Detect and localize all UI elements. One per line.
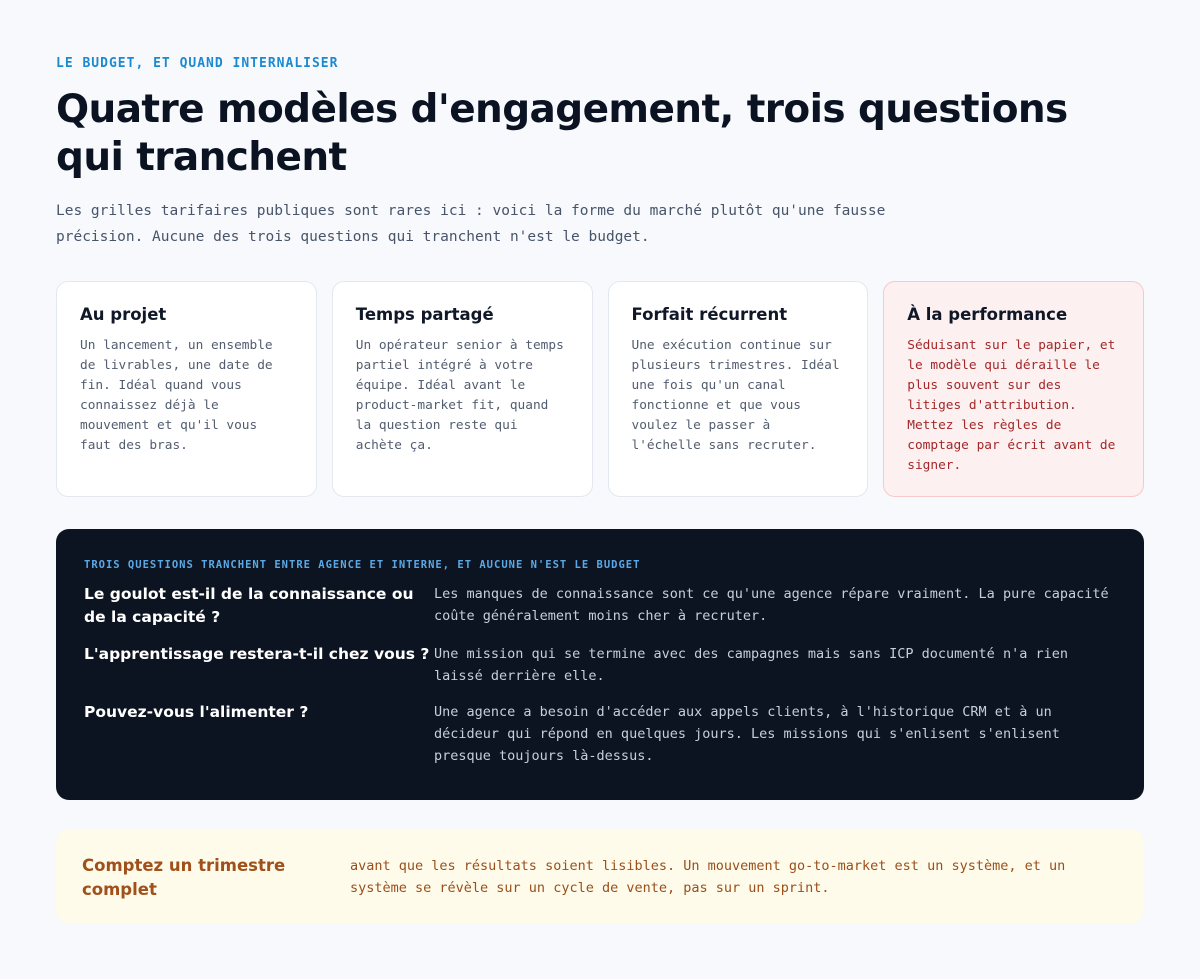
model-card-part-time — [332, 281, 593, 497]
question-title: L'apprentissage restera-t-il chez vous ? — [84, 645, 430, 663]
question-answer: Les manques de connaissance sont ce qu'une agence répare vraiment. La pure capacité coûte généralement moins cher à recruter. — [434, 586, 1109, 624]
question-row — [84, 701, 1116, 767]
card-body: Une exécution continue sur plusieurs trimestres. Idéal une fois qu'un canal fonctionne et que vous voulez le passer à l'échelle sans recruter. — [631, 338, 840, 453]
card-body: Séduisant sur le papier, et le modèle qui déraille le plus souvent sur des litiges d'attribution. Mettez les règles de comptage par écrit avant de signer. — [907, 338, 1116, 473]
question-answer: Une agence a besoin d'accéder aux appels clients, à l'historique CRM et à un décideur qui répond en quelques jours. Les missions qui s'enlisent s'enlisent presque toujours là-dessus. — [434, 704, 1060, 764]
note-body: avant que les résultats soient lisibles. Un mouvement go-to-market est un système, et un système se révèle sur un cycle de vente, pas sur un sprint. — [350, 858, 1066, 896]
question-row — [84, 583, 1116, 629]
card-body: Un lancement, un ensemble de livrables, une date de fin. Idéal quand vous connaissez déjà le mouvement et qu'il vous faut des bras. — [80, 338, 273, 453]
question-answer: Une mission qui se termine avec des campagnes mais sans ICP documenté n'a rien laissé derrière elle. — [434, 646, 1068, 684]
page-title: Quatre modèles d'engagement, trois questions qui tranchent — [56, 87, 1068, 180]
model-card-retainer — [608, 281, 869, 497]
timeline-note — [56, 830, 1144, 923]
card-body: Un opérateur senior à temps partiel intégré à votre équipe. Idéal avant le product-market fit, quand la question reste qui achète ça. — [355, 338, 564, 453]
model-card-performance — [883, 281, 1144, 497]
model-card-project — [56, 281, 317, 497]
intro-paragraph: Les grilles tarifaires publiques sont rares ici : voici la forme du marché plutôt qu'une fausse précision. Aucune des trois questions qui tranchent n'est le budget. — [56, 203, 886, 245]
card-title: À la performance — [907, 305, 1068, 324]
questions-eyebrow: TROIS QUESTIONS TRANCHENT ENTRE AGENCE ET INTERNE, ET AUCUNE N'EST LE BUDGET — [84, 559, 641, 571]
section-eyebrow: LE BUDGET, ET QUAND INTERNALISER — [56, 56, 339, 71]
question-title: Le goulot est-il de la connaissance ou de la capacité ? — [84, 585, 414, 626]
questions-panel — [56, 529, 1144, 800]
card-title: Forfait récurrent — [631, 305, 788, 324]
engagement-models — [56, 281, 1144, 497]
question-title: Pouvez-vous l'alimenter ? — [84, 703, 309, 721]
card-title: Temps partagé — [355, 305, 494, 324]
card-title: Au projet — [80, 305, 167, 324]
note-title: Comptez un trimestre complet — [82, 856, 286, 899]
question-row — [84, 643, 1116, 687]
